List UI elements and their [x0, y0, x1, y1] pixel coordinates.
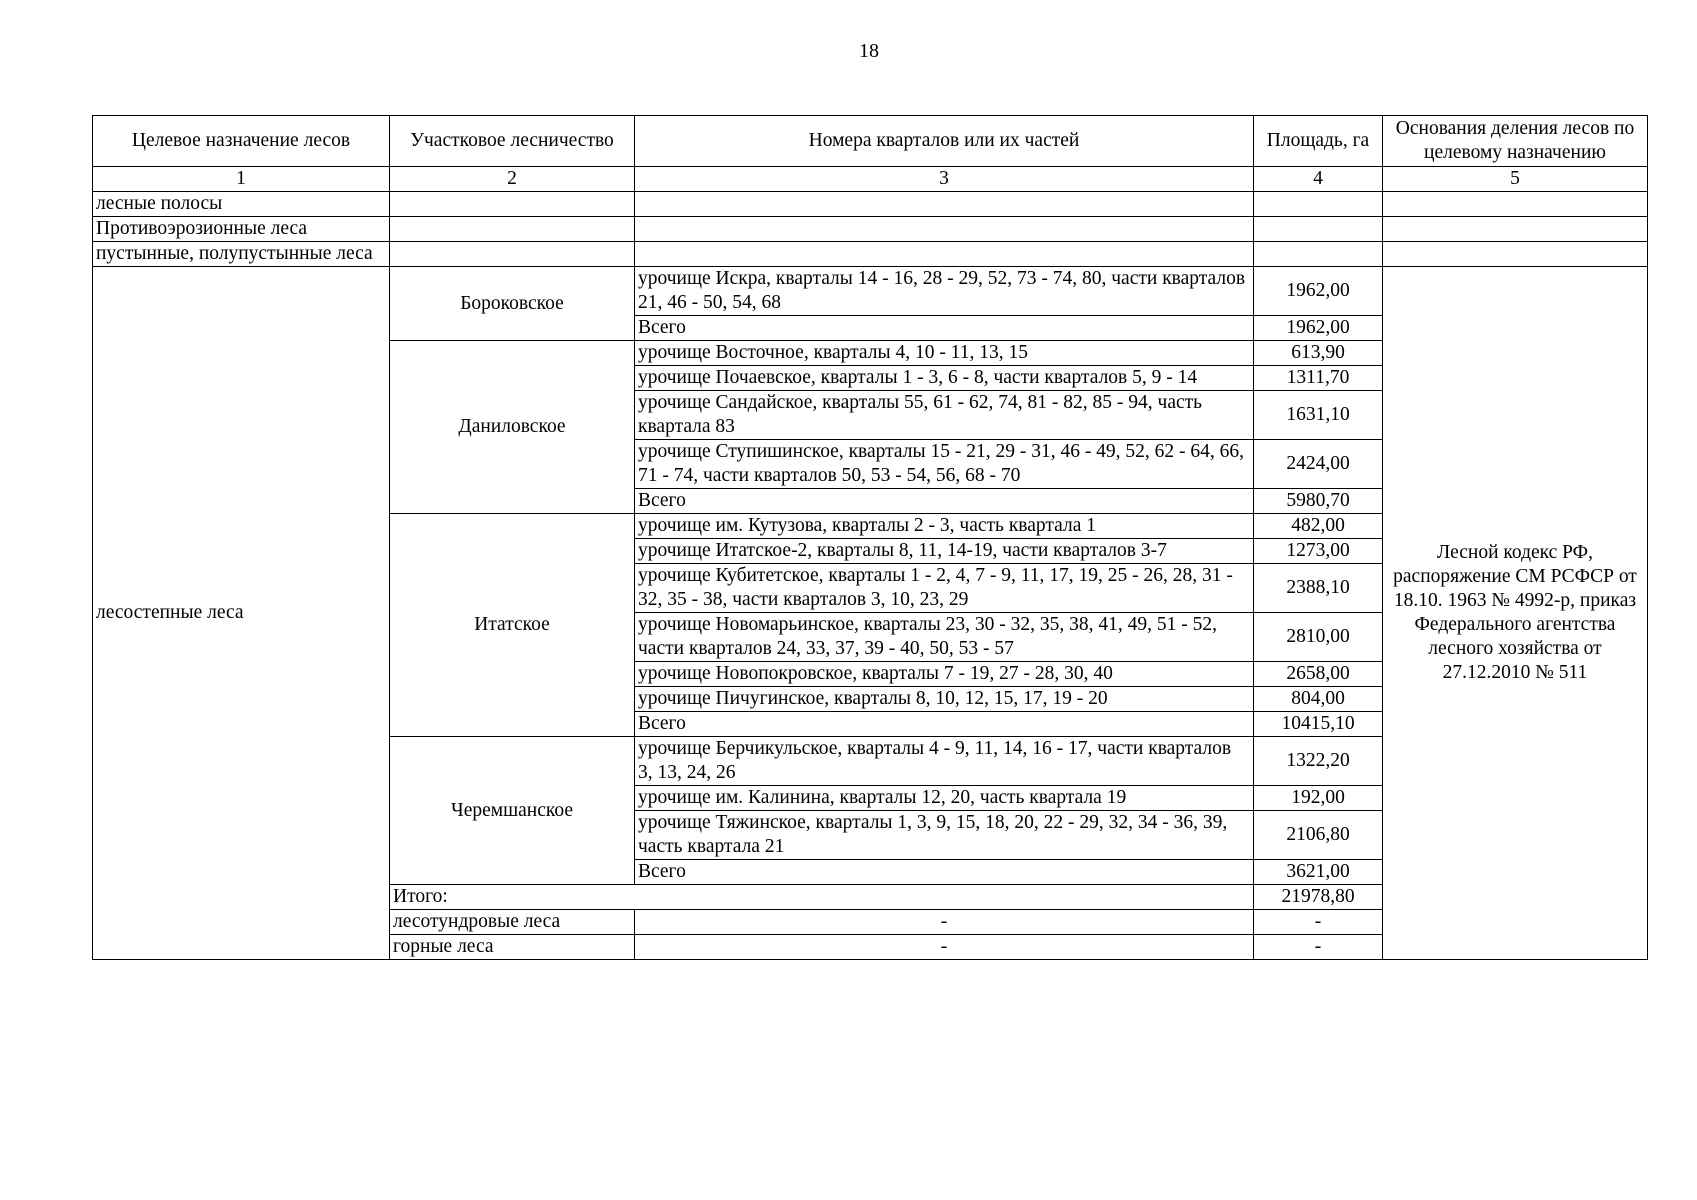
district-cell: Даниловское: [390, 341, 635, 514]
quarters-cell: урочище Новомарьинское, кварталы 23, 30 - 32, 35, 38, 41, 49, 51 - 52, части кварталов 24, 33, 37, 39 - 40, 50, 53 - 57: [635, 613, 1254, 662]
column-number: 5: [1383, 167, 1648, 192]
quarters-cell: урочище Новопокровское, кварталы 7 - 19, 27 - 28, 30, 40: [635, 662, 1254, 687]
area-cell: 2424,00: [1254, 440, 1383, 489]
subtotal-area: 5980,70: [1254, 489, 1383, 514]
area-cell: 1273,00: [1254, 539, 1383, 564]
column-number: 3: [635, 167, 1254, 192]
district-cell: Итатское: [390, 514, 635, 737]
header-quarters: Номера кварталов или их частей: [635, 116, 1254, 167]
district-cell: -: [635, 935, 1254, 960]
area-cell: 613,90: [1254, 341, 1383, 366]
quarters-cell: урочище им. Калинина, кварталы 12, 20, часть квартала 19: [635, 786, 1254, 811]
quarters-cell: урочище Тяжинское, кварталы 1, 3, 9, 15, 18, 20, 22 - 29, 32, 34 - 36, 39, часть квартала 21: [635, 811, 1254, 860]
subtotal-area: 3621,00: [1254, 860, 1383, 885]
empty-cell: [390, 192, 635, 217]
empty-cell: [1383, 217, 1648, 242]
quarters-cell: урочище Искра, кварталы 14 - 16, 28 - 29, 52, 73 - 74, 80, части кварталов 21, 46 - 50, 54, 68: [635, 267, 1254, 316]
purpose-cell: лесостепные леса: [93, 267, 390, 960]
empty-cell: [1254, 242, 1383, 267]
purpose-cell: пустынные, полупустынные леса: [93, 242, 390, 267]
empty-cell: [1254, 217, 1383, 242]
purpose-cell: Противоэрозионные леса: [93, 217, 390, 242]
table-row: [93, 192, 1648, 217]
empty-cell: [390, 242, 635, 267]
column-number: 4: [1254, 167, 1383, 192]
quarters-cell: урочище Восточное, кварталы 4, 10 - 11, 13, 15: [635, 341, 1254, 366]
column-number: 2: [390, 167, 635, 192]
header-row: [93, 116, 1648, 167]
quarters-cell: урочище Пичугинское, кварталы 8, 10, 12, 15, 17, 19 - 20: [635, 687, 1254, 712]
district-cell: Бороковское: [390, 267, 635, 341]
quarters-cell: урочище Итатское-2, кварталы 8, 11, 14-19, части кварталов 3-7: [635, 539, 1254, 564]
area-cell: 2658,00: [1254, 662, 1383, 687]
header-area: Площадь, га: [1254, 116, 1383, 167]
quarters-cell: -: [1254, 910, 1383, 935]
header-basis: Основания деления лесов по целевому назначению: [1383, 116, 1648, 167]
area-cell: 2388,10: [1254, 564, 1383, 613]
subtotal-area: 10415,10: [1254, 712, 1383, 737]
area-cell: 1631,10: [1254, 391, 1383, 440]
quarters-cell: урочище Берчикульское, кварталы 4 - 9, 11, 14, 16 - 17, части кварталов 3, 13, 24, 26: [635, 737, 1254, 786]
subtotal-label: Всего: [635, 860, 1254, 885]
quarters-cell: урочище Сандайское, кварталы 55, 61 - 62, 74, 81 - 82, 85 - 94, часть квартала 83: [635, 391, 1254, 440]
empty-cell: [390, 217, 635, 242]
area-cell: 804,00: [1254, 687, 1383, 712]
area-cell: 2106,80: [1254, 811, 1383, 860]
column-number: 1: [93, 167, 390, 192]
table-row: [93, 217, 1648, 242]
quarters-cell: урочище им. Кутузова, кварталы 2 - 3, часть квартала 1: [635, 514, 1254, 539]
grand-total-label: Итого:: [390, 885, 1254, 910]
area-cell: 482,00: [1254, 514, 1383, 539]
purpose-cell: лесные полосы: [93, 192, 390, 217]
subtotal-label: Всего: [635, 316, 1254, 341]
page-number: 18: [859, 40, 879, 62]
area-cell: 1322,20: [1254, 737, 1383, 786]
subtotal-area: 1962,00: [1254, 316, 1383, 341]
area-cell: 1311,70: [1254, 366, 1383, 391]
quarters-cell: урочище Почаевское, кварталы 1 - 3, 6 - 8, части кварталов 5, 9 - 14: [635, 366, 1254, 391]
header-district: Участковое лесничество: [390, 116, 635, 167]
area-cell: 1962,00: [1254, 267, 1383, 316]
empty-cell: [1383, 192, 1648, 217]
empty-cell: [635, 242, 1254, 267]
quarters-cell: урочище Кубитетское, кварталы 1 - 2, 4, 7 - 9, 11, 17, 19, 25 - 26, 28, 31 - 32, 35 - 38, части кварталов 3, 10, 23, 29: [635, 564, 1254, 613]
quarters-cell: -: [1254, 935, 1383, 960]
purpose-cell: лесотундровые леса: [390, 910, 635, 935]
table-row: [93, 267, 1648, 316]
forest-purpose-table: [92, 115, 1648, 960]
area-cell: 2810,00: [1254, 613, 1383, 662]
empty-cell: [635, 192, 1254, 217]
header-purpose: Целевое назначение лесов: [93, 116, 390, 167]
empty-cell: [1254, 192, 1383, 217]
subtotal-label: Всего: [635, 712, 1254, 737]
grand-total-area: 21978,80: [1254, 885, 1383, 910]
empty-cell: [1383, 242, 1648, 267]
district-cell: -: [635, 910, 1254, 935]
quarters-cell: урочище Ступишинское, кварталы 15 - 21, 29 - 31, 46 - 49, 52, 62 - 64, 66, 71 - 74, части кварталов 50, 53 - 54, 56, 68 - 70: [635, 440, 1254, 489]
basis-cell: Лесной кодекс РФ, распоряжение СМ РСФСР от 18.10. 1963 № 4992-р, приказ Федерального агентства лесного хозяйства от 27.12.2010 № 511: [1383, 267, 1648, 960]
column-number-row: [93, 167, 1648, 192]
table-row: [93, 242, 1648, 267]
district-cell: Черемшанское: [390, 737, 635, 885]
subtotal-label: Всего: [635, 489, 1254, 514]
area-cell: 192,00: [1254, 786, 1383, 811]
purpose-cell: горные леса: [390, 935, 635, 960]
empty-cell: [635, 217, 1254, 242]
